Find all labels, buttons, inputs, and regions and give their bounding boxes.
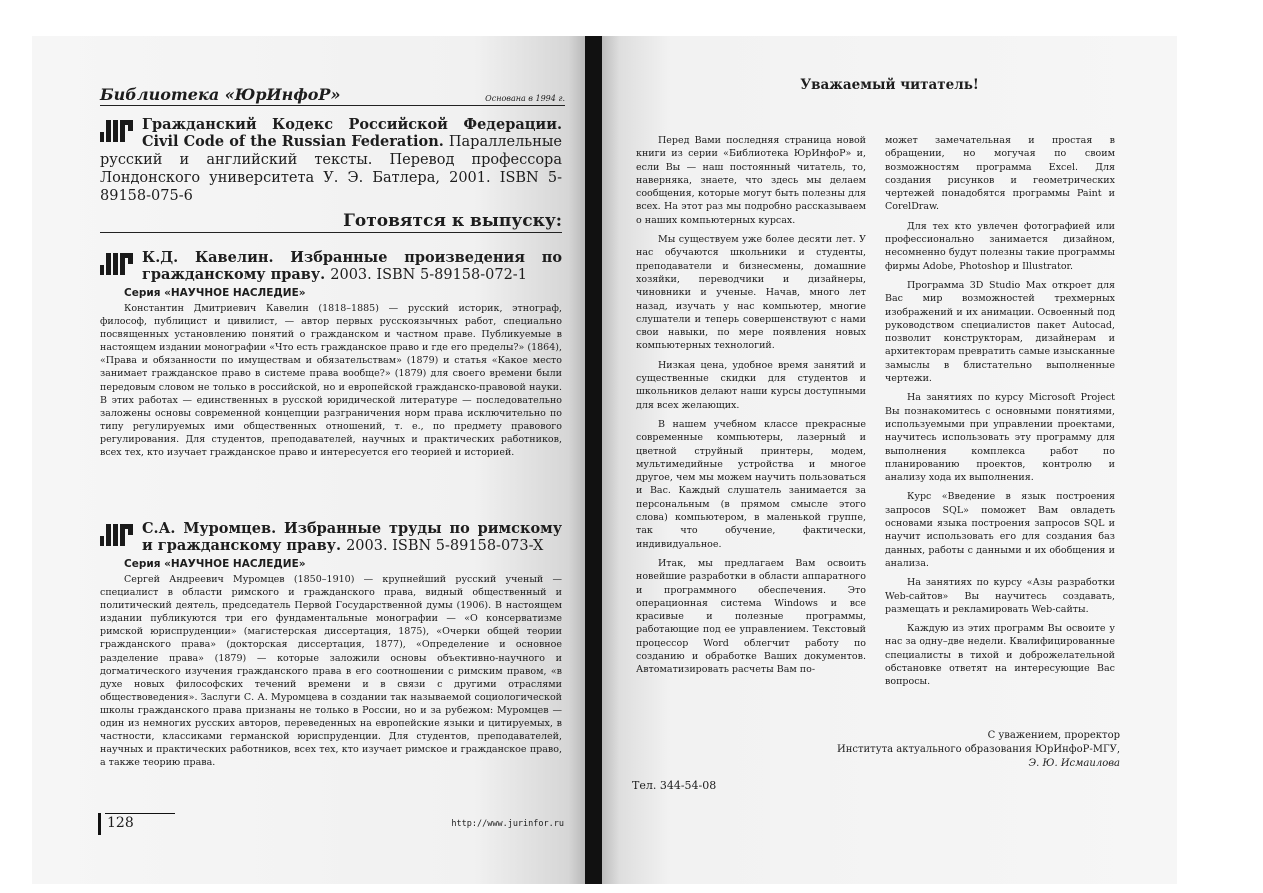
signature-line: Института актуального образования ЮрИнфоР-МГУ, bbox=[836, 744, 1120, 755]
signature-name: Э. Ю. Исмаилова bbox=[1028, 758, 1120, 769]
paragraph: Итак, мы предлагаем Вам освоить новейшие разработки в области аппаратного и программного обеспечения. Это операционная система Windows и все красивые и полезные программы, работающие под ее управлением. Текстовый процессор Word облегчит работу по созданию и обработке Ваших документов. Автоматизировать расчеты Вам по- bbox=[636, 557, 866, 676]
book-title: С.А. Муромцев. Избранные труды по римскому и гражданскому праву. bbox=[142, 520, 562, 554]
paragraph: может замечательная и простая в обращении, но могучая по своим возможностям программа Excel. Для создания рисунков и геометрических чертежей понадобятся программы Paint и CorelDraw. bbox=[885, 135, 1115, 213]
paragraph: Для тех кто увлечен фотографией или профессионально занимается дизайном, несомненно будут полезны такие программы фирмы Adobe, Photoshop и Illustrator. bbox=[885, 220, 1115, 272]
book-info: 2003. ISBN 5-89158-073-X bbox=[346, 538, 544, 554]
footer-rule bbox=[105, 813, 175, 814]
library-header bbox=[100, 83, 565, 106]
upcoming-heading bbox=[100, 210, 562, 233]
footer-bar bbox=[98, 813, 101, 835]
book-description: Параллельные русский и английский тексты. Перевод профессора Лондонского университета У. Э. Батлера, 2001. ISBN 5-89158-075-6 bbox=[100, 134, 562, 204]
book-entry-civil-code bbox=[100, 116, 562, 205]
paragraph: Курс «Введение в язык построения запросов SQL» поможет Вам овладеть основами языка построения запросов SQL и научит использовать его для создания баз данных, работы с данными и их обобщения и анализа. bbox=[885, 491, 1115, 569]
paragraph: На занятиях по курсу «Азы разработки Web-сайтов» Вы научитесь создавать, размещать и рекламировать Web-сайты. bbox=[885, 577, 1115, 615]
paragraph: В нашем учебном классе прекрасные современные компьютеры, лазерный и цветной струйный принтеры, модем, мультимедийные устройства и многое другое, чем мы можем научить пользоваться и Вас. Каждый слушатель занимается за персональным (в прямом смысле этого слова) компьютером, в маленькой группе, так что обучение, фактически, индивидуальное. bbox=[636, 418, 866, 550]
book-title: К.Д. Кавелин. Избранные произведения по гражданскому праву. bbox=[142, 249, 562, 283]
library-founded: Основана в 1994 г. bbox=[485, 94, 565, 103]
book-info: 2003. ISBN 5-89158-072-1 bbox=[330, 267, 527, 283]
publisher-logo-icon bbox=[100, 120, 134, 142]
upcoming-heading-text: Готовятся к выпуску: bbox=[343, 211, 562, 231]
left-page bbox=[32, 36, 585, 884]
paragraph: Низкая цена, удобное время занятий и существенные скидки для студентов и школьников делают наши курсы доступными для всех желающих. bbox=[636, 359, 866, 411]
paragraph: Мы существуем уже более десяти лет. У нас обучаются школьники и студенты, преподаватели и бизнесмены, домашние хозяйки, переводчики и дизайнеры, чиновники и ученые. Начав, много лет назад, изучать у нас компьютер, многие слушатели и теперь совершенствуют с нами свои навыки, по мере появления новых компьютерных технологий. bbox=[636, 234, 866, 352]
book-entry-muromtsev bbox=[100, 520, 562, 769]
right-page bbox=[602, 36, 1177, 884]
text-column-left bbox=[636, 134, 866, 683]
book-annotation: Сергей Андреевич Муромцев (1850–1910) — крупнейший русский ученый — специалист в области римского и гражданского права, видный общественный и политический деятель, председатель Первой Государственной думы (1906). В настоящем издании публикуются три его фундаментальные монографии — «О консерватизме римской юриспруденции» (магистерская диссертация, 1875), «Очерки общей теории гражданского права» (докторская диссертация, 1877), «Определение и основное разделение права» (1879) — которые заложили основы объективно-научного и догматического изучения гражданского права в его соотношении с римским правом, «в духе новых философских течений времени и в связи с другими отраслями обществоведения». Заслуги С. А. Муромцева в создании так называемой социологической школы гражданского права признаны не только в России, но и за рубежом: Муромцев — один из немногих русских авторов, переведенных на европейские языки и цитируемых, в частности, классиками германской юриспруденции. Для студентов, преподавателей, научных и практических работников, всех тех, кто изучает римское и гражданское право, а также теорию права. bbox=[100, 574, 562, 769]
library-title: Библиотека «ЮрИнфоР» bbox=[100, 85, 341, 104]
paragraph: Программа 3D Studio Max откроет для Вас мир возможностей трехмерных изображений и их анимации. Освоенный под руководством специалистов пакет Autocad, позволит конструкторам, дизайнерам и архитекторам превратить самые изысканные замыслы в блистательно выполненные чертежи. bbox=[885, 279, 1115, 385]
phone-number: Тел. 344-54-08 bbox=[632, 779, 717, 792]
text-column-right bbox=[885, 134, 1115, 695]
book-annotation: Константин Дмитриевич Кавелин (1818–1885) — русский историк, этнограф, философ, публицист и цивилист, — автор первых русскоязычных работ, специально посвященных установлению понятий о гражданском и частном праве. Публикуемые в настоящем издании монографии «Что есть гражданское право и где его пределы?» (1864), «Права и обязанности по имуществам и обязательствам» (1879) и статья «Какое место занимает гражданское право в системе права вообще?» (1879) для своего времени были передовым словом не только в российской, но и европейской гражданско-правовой науки. В этих работах — единственных в русской юридической литературе — последовательно заложены основы современной концепции разграничения норм права исключительно по типу регулируемых ими общественных отношений, т. е., по предмету правового регулирования. Для студентов, преподавателей, научных и практических работников, всех тех, кто изучает гражданское право и интересуется его теорией и историей. bbox=[100, 303, 562, 459]
paragraph: На занятиях по курсу Microsoft Project Вы познакомитесь с основными понятиями, используемыми при управлении проектами, научитесь использовать эту программу для выполнения комплекса работ по планированию проектов, контролю и анализу хода их выполнения. bbox=[885, 392, 1115, 484]
book-series: Серия «НАУЧНОЕ НАСЛЕДИЕ» bbox=[124, 287, 306, 299]
paragraph: Перед Вами последняя страница новой книги из серии «Библиотека ЮрИнфоР» и, если Вы — наш постоянный читатель, то, наверняка, знаете, что здесь мы делаем сообщения, которые могут быть полезны для всех. На этот раз мы подробно рассказываем о наших компьютерных курсах. bbox=[636, 135, 866, 226]
book-title: Гражданский Кодекс Российской Федерации. Civil Code of the Russian Federation. bbox=[142, 116, 562, 150]
page-footer bbox=[98, 813, 564, 835]
book-spread bbox=[32, 36, 1177, 884]
signature-line: С уважением, проректор bbox=[987, 730, 1120, 741]
book-entry-kavelin bbox=[100, 249, 562, 459]
book-series: Серия «НАУЧНОЕ НАСЛЕДИЕ» bbox=[124, 558, 306, 570]
publisher-logo-icon bbox=[100, 253, 134, 275]
signature-block bbox=[837, 729, 1120, 771]
paragraph: Каждую из этих программ Вы освоите у нас за одну–две недели. Квалифицированные специалисты в тихой и доброжелательной обстановке ответят на интересующие Вас вопросы. bbox=[885, 623, 1115, 688]
publisher-logo-icon bbox=[100, 524, 134, 546]
footer-url[interactable]: http://www.jurinfor.ru bbox=[451, 819, 564, 829]
page-number: 128 bbox=[107, 815, 134, 831]
page-title: Уважаемый читатель! bbox=[800, 77, 979, 93]
